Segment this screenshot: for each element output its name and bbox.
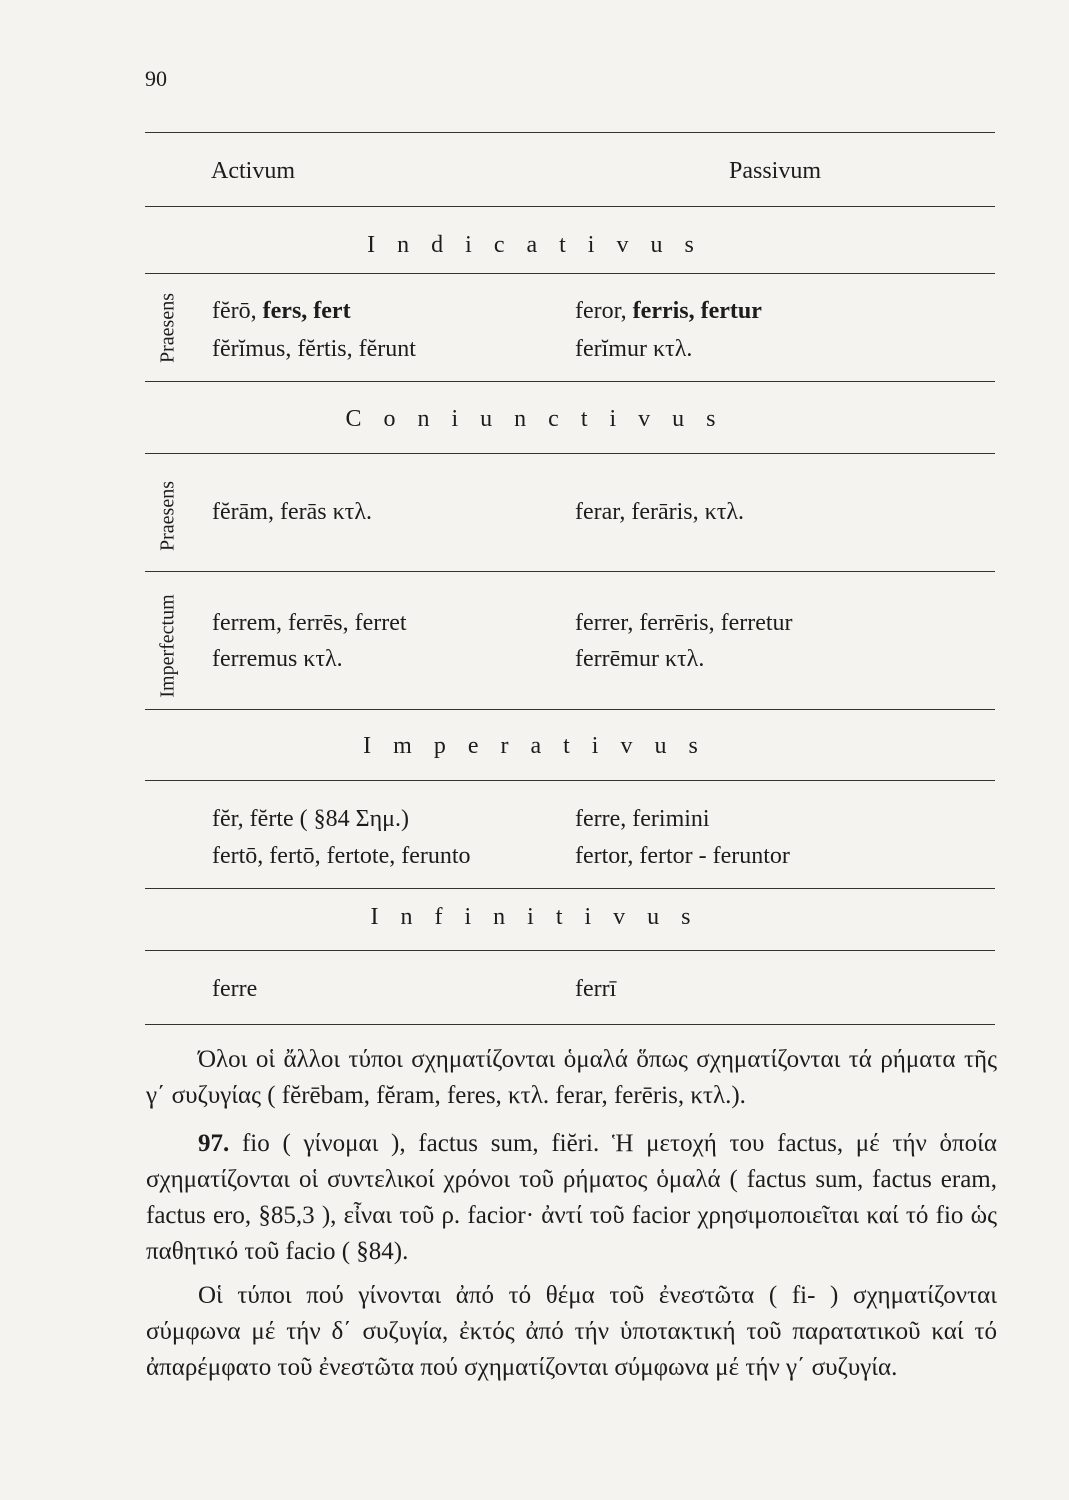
imperativus-passive-2: fertor, fertor - feruntor (575, 843, 790, 869)
table-rule (145, 950, 995, 951)
table-rule (145, 381, 995, 382)
table-rule (145, 453, 995, 454)
indicativus-active-row-1 (212, 298, 351, 325)
coniunctivus-imperfectum-active-2: ferremus κτλ. (212, 646, 343, 672)
indicativus-passive-first: feror, (575, 298, 633, 324)
coniunctivus-imperfectum-passive-1: ferrer, ferrēris, ferretur (575, 610, 793, 636)
section-title-indicativus: I n d i c a t i v u s (367, 232, 702, 258)
imperativus-active-2: fertō, fertō, fertote, ferunto (212, 843, 471, 869)
row-label-praesens: Praesens (156, 293, 179, 363)
indicativus-active-forms: fers, fert (262, 298, 351, 324)
indicativus-active-first: fĕrō, (212, 298, 263, 324)
coniunctivus-praesens-active: fĕrām, ferās κτλ. (212, 499, 372, 525)
infinitivus-passive: ferrī (575, 976, 617, 1002)
section-title-coniunctivus: C o n i u n c t i v u s (345, 406, 724, 432)
imperativus-active-1: fĕr, fĕrte ( §84 Σημ.) (212, 806, 410, 832)
infinitivus-active: ferre (212, 976, 258, 1002)
section-title-imperativus: I m p e r a t i v u s (363, 733, 706, 759)
imperativus-passive-1: ferre, ferimini (575, 806, 710, 832)
indicativus-active-row-2: fĕrĭmus, fĕrtis, fĕrunt (212, 336, 416, 362)
section-97-text: fio ( γίνομαι ), factus sum, fiĕri. Ἡ μετοχή του factus, μέ τήν ὁποία σχηματίζονται οἱ συντελικοί χρόνοι τοῦ ρήματος ὁμαλά ( factus sum, factus eram, factus ero, §85,3 ), εἶναι τοῦ ρ. facior· ἀντί τοῦ facior χρησιμοποιεῖται καί τό fio ὡς παθητικό τοῦ facio ( §84). (146, 1130, 997, 1265)
table-rule (145, 206, 995, 207)
paragraph-section-97 (146, 1126, 997, 1270)
coniunctivus-imperfectum-active-1: ferrem, ferrēs, ferret (212, 610, 407, 636)
row-label-imperfectum: Imperfectum (156, 594, 179, 698)
coniunctivus-imperfectum-passive-2: ferrēmur κτλ. (575, 646, 705, 672)
row-label-praesens: Praesens (156, 481, 179, 551)
coniunctivus-praesens-passive: ferar, ferāris, κτλ. (575, 499, 744, 525)
table-rule (145, 780, 995, 781)
paragraph-stem-forms: Οἱ τύποι πού γίνονται ἀπό τό θέμα τοῦ ἐνεστῶτα ( fi- ) σχηματίζονται σύμφωνα μέ τήν δ΄ συζυγία, ἐκτός ἀπό τήν ὑποτακτική τοῦ παρατατικοῦ καί τό ἀπαρέμφατο τοῦ ἐνεστῶτα πού σχηματίζονται σύμφωνα μέ τήν γ΄ συζυγία. (146, 1282, 997, 1381)
body-text (146, 1042, 997, 1386)
table-rule (145, 1024, 995, 1025)
indicativus-passive-forms: ferris, fertur (632, 298, 762, 324)
column-header-activum: Activum (211, 158, 295, 184)
table-rule (145, 571, 995, 572)
table-rule (145, 273, 995, 274)
section-title-infinitivus: I n f i n i t i v u s (370, 904, 699, 930)
column-header-passivum: Passivum (729, 158, 822, 184)
paragraph-other-forms: Όλοι οἱ ἄλλοι τύποι σχηματίζονται ὁμαλά ὅπως σχηματίζονται τά ρήματα τῆς γ΄ συζυγίας ( fĕrēbam, fĕram, feres, κτλ. ferar, ferēris, κτλ.). (146, 1046, 997, 1109)
indicativus-passive-row-1 (575, 298, 762, 325)
indicativus-passive-row-2: ferĭmur κτλ. (575, 336, 693, 362)
table-rule (145, 888, 995, 889)
page-number: 90 (145, 66, 167, 91)
table-rule (145, 709, 995, 710)
section-number: 97. (198, 1130, 230, 1157)
table-rule (145, 132, 995, 133)
